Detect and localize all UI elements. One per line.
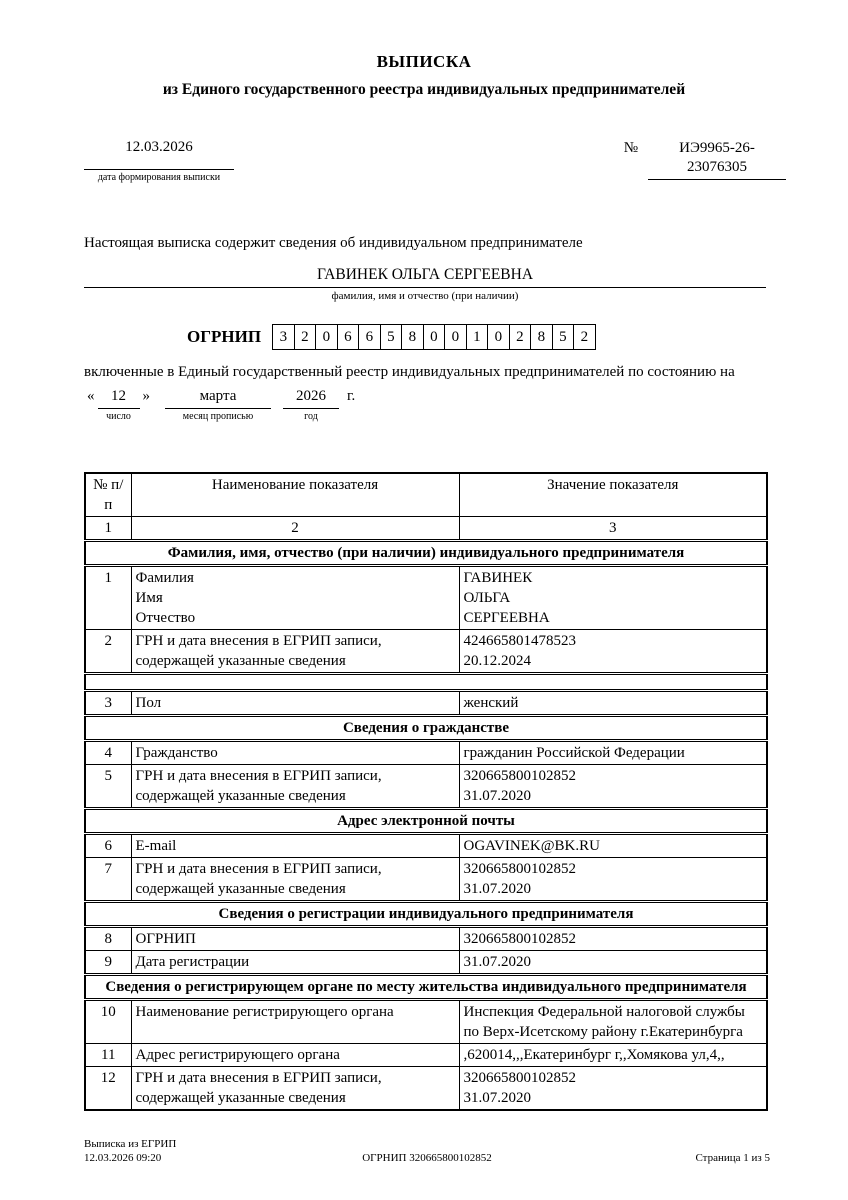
row-name-line: Фамилия — [135, 570, 194, 586]
ogrnip-digit: 0 — [444, 325, 466, 349]
row-num: 1 — [85, 566, 131, 630]
row-num: 8 — [85, 927, 131, 951]
section-header-email — [85, 809, 767, 834]
month-caption: месяц прописью — [182, 411, 254, 422]
row-name — [131, 1000, 459, 1044]
day-value: 12 — [111, 388, 126, 404]
ogrnip-digit-boxes — [272, 324, 596, 350]
table-row — [85, 1044, 767, 1067]
row-num: 11 — [85, 1044, 131, 1067]
extract-number-field — [648, 139, 786, 180]
row-name-line: Пол — [135, 695, 162, 711]
table-row — [85, 834, 767, 858]
col-header-num: № п/п — [85, 473, 131, 517]
row-name — [131, 834, 459, 858]
row-name-line: ГРН и дата внесения в ЕГРИП записи, — [135, 1070, 382, 1086]
row-value-line: 20.12.2024 — [463, 653, 531, 669]
row-name-line: Дата регистрации — [135, 954, 250, 970]
row-name-line: содержащей указанные сведения — [135, 1090, 346, 1106]
row-name-line: ГРН и дата внесения в ЕГРИП записи, — [135, 633, 382, 649]
ogrnip-digit: 6 — [358, 325, 380, 349]
ogrnip-digit: 2 — [509, 325, 531, 349]
section-header-authority — [85, 975, 767, 1000]
row-name — [131, 765, 459, 809]
row-num: 5 — [85, 765, 131, 809]
table-row — [85, 1067, 767, 1111]
row-name — [131, 858, 459, 902]
row-value — [459, 927, 767, 951]
table-row — [85, 691, 767, 716]
formation-date-caption: дата формирования выписки — [97, 172, 221, 183]
open-quote: « — [87, 388, 95, 404]
spacer-cell — [85, 674, 767, 691]
footer-doc-label: Выписка из ЕГРИП — [84, 1138, 177, 1150]
formation-date-field — [84, 139, 234, 183]
row-name — [131, 741, 459, 765]
row-name — [131, 630, 459, 674]
document-subtitle: из Единого государственного реестра индивидуальных предпринимателей — [162, 81, 686, 98]
row-value-line: OGAVINEK@BK.RU — [463, 838, 600, 854]
row-value-line: 320665800102852 — [463, 931, 576, 947]
row-name-line: Гражданство — [135, 745, 218, 761]
col-number: 2 — [131, 517, 459, 541]
row-value-line: 424665801478523 — [463, 633, 576, 649]
document-title: ВЫПИСКА — [376, 52, 472, 71]
month-field — [165, 388, 271, 422]
row-name-line: содержащей указанные сведения — [135, 881, 346, 897]
ogrnip-digit: 8 — [401, 325, 423, 349]
formation-date: 12.03.2026 — [125, 139, 193, 155]
row-name-line: ГРН и дата внесения в ЕГРИП записи, — [135, 768, 382, 784]
year-value: 2026 — [296, 388, 326, 404]
row-num: 2 — [85, 630, 131, 674]
row-num: 10 — [85, 1000, 131, 1044]
extract-number-line2: 23076305 — [687, 159, 747, 175]
table-row — [85, 927, 767, 951]
section-header-citizenship — [85, 716, 767, 741]
intro-statement: Настоящая выписка содержит сведения об индивидуальном предпринимателе — [84, 235, 583, 251]
extract-number-line1: ИЭ9965-26- — [679, 140, 755, 156]
year-caption: год — [304, 411, 318, 422]
column-number-row — [85, 517, 767, 541]
row-value — [459, 834, 767, 858]
row-value-line: ,620014,,,Екатеринбург г,,Хомякова ул,4,, — [463, 1047, 725, 1063]
row-name — [131, 691, 459, 716]
ogrnip-digit: 8 — [530, 325, 552, 349]
row-name-line: Имя — [135, 590, 163, 606]
section-header-fio — [85, 541, 767, 566]
col-number: 3 — [459, 517, 767, 541]
col-header-value: Значение показателя — [459, 473, 767, 517]
section-header-registration — [85, 902, 767, 927]
section-title: Сведения о гражданстве — [85, 716, 767, 741]
registry-table — [84, 472, 768, 1111]
row-name-line: Отчество — [135, 610, 196, 626]
row-value-line: 320665800102852 — [463, 861, 576, 877]
ogrnip-digit: 3 — [279, 329, 288, 345]
row-value — [459, 630, 767, 674]
row-value-line: женский — [463, 695, 519, 711]
row-value — [459, 858, 767, 902]
row-value-line: 31.07.2020 — [463, 1090, 531, 1106]
row-name-line: Адрес регистрирующего органа — [135, 1047, 340, 1063]
entrepreneur-name: ГАВИНЕК ОЛЬГА СЕРГЕЕВНА — [84, 266, 766, 288]
table-row — [85, 951, 767, 975]
row-name-line: E-mail — [135, 838, 177, 854]
row-value-line: СЕРГЕЕВНА — [463, 610, 550, 626]
row-value — [459, 765, 767, 809]
row-name-line: ОГРНИП — [135, 931, 196, 947]
row-value-line: по Верх-Исетскому району г.Екатеринбурга — [463, 1024, 743, 1040]
row-value — [459, 566, 767, 630]
row-num: 9 — [85, 951, 131, 975]
row-num: 4 — [85, 741, 131, 765]
row-name — [131, 1044, 459, 1067]
col-number: 1 — [85, 517, 131, 541]
row-value — [459, 951, 767, 975]
row-value — [459, 1044, 767, 1067]
footer-left — [84, 1137, 284, 1165]
header-meta-row — [84, 139, 766, 197]
row-name-line: содержащей указанные сведения — [135, 653, 346, 669]
row-value-line: 31.07.2020 — [463, 954, 531, 970]
row-num: 12 — [85, 1067, 131, 1111]
year-field — [283, 388, 339, 422]
extract-number-group — [624, 139, 786, 180]
row-num: 6 — [85, 834, 131, 858]
footer-page-number: Страница 1 из 5 — [695, 1152, 770, 1164]
row-name-line: содержащей указанные сведения — [135, 788, 346, 804]
row-value-line: 31.07.2020 — [463, 881, 531, 897]
table-row — [85, 741, 767, 765]
ogrnip-digit: 2 — [573, 325, 595, 349]
row-value — [459, 1067, 767, 1111]
ogrnip-row — [187, 324, 766, 350]
row-name — [131, 951, 459, 975]
numero-sign: № — [623, 140, 638, 156]
entrepreneur-name-block — [84, 266, 766, 302]
ogrnip-digit: 5 — [552, 325, 574, 349]
table-row — [85, 1000, 767, 1044]
row-name-line: Наименование регистрирующего органа — [135, 1004, 394, 1020]
ogrnip-digit: 0 — [487, 325, 509, 349]
ogrnip-label: ОГРНИП — [187, 327, 262, 346]
section-title: Фамилия, имя, отчество (при наличии) индивидуального предпринимателя — [85, 541, 767, 566]
row-value-line: ОЛЬГА — [463, 590, 511, 606]
ogrnip-digit: 2 — [294, 325, 316, 349]
row-value-line: 320665800102852 — [463, 1070, 576, 1086]
month-value: марта — [199, 388, 237, 404]
row-value-line: 320665800102852 — [463, 768, 576, 784]
page-footer — [84, 1137, 770, 1165]
table-row — [85, 858, 767, 902]
footer-ogrnip: ОГРНИП 320665800102852 — [362, 1152, 492, 1164]
included-statement: включенные в Единый государственный реестр индивидуальных предпринимателей по состоянию на — [84, 364, 735, 380]
row-value-line: 31.07.2020 — [463, 788, 531, 804]
row-name-line: ГРН и дата внесения в ЕГРИП записи, — [135, 861, 382, 877]
ogrnip-digit: 5 — [380, 325, 402, 349]
section-title: Сведения о регистрирующем органе по месту жительства индивидуального предпринимателя — [85, 975, 767, 1000]
day-field — [98, 388, 140, 422]
ogrnip-digit: 6 — [337, 325, 359, 349]
row-value-line: ГАВИНЕК — [463, 570, 533, 586]
row-name — [131, 927, 459, 951]
row-value — [459, 691, 767, 716]
spacer-row — [85, 674, 767, 691]
row-value-line: Инспекция Федеральной налоговой службы — [463, 1004, 745, 1020]
entrepreneur-name-caption: фамилия, имя и отчество (при наличии) — [331, 290, 519, 302]
table-row — [85, 630, 767, 674]
row-value — [459, 741, 767, 765]
section-title: Адрес электронной почты — [85, 809, 767, 834]
as-of-date-line — [84, 388, 766, 432]
year-suffix: г. — [347, 388, 356, 404]
row-num: 7 — [85, 858, 131, 902]
close-quote: » — [142, 388, 150, 404]
footer-datetime: 12.03.2026 09:20 — [84, 1152, 162, 1164]
row-name — [131, 1067, 459, 1111]
section-title: Сведения о регистрации индивидуального предпринимателя — [85, 902, 767, 927]
row-name — [131, 566, 459, 630]
table-header-row — [85, 473, 767, 517]
col-header-name: Наименование показателя — [131, 473, 459, 517]
row-value-line: гражданин Российской Федерации — [463, 745, 685, 761]
row-num: 3 — [85, 691, 131, 716]
table-row — [85, 765, 767, 809]
day-caption: число — [106, 411, 131, 422]
table-row — [85, 566, 767, 630]
ogrnip-digit: 1 — [466, 325, 488, 349]
ogrnip-digit: 0 — [423, 325, 445, 349]
row-value — [459, 1000, 767, 1044]
ogrnip-digit: 0 — [315, 325, 337, 349]
